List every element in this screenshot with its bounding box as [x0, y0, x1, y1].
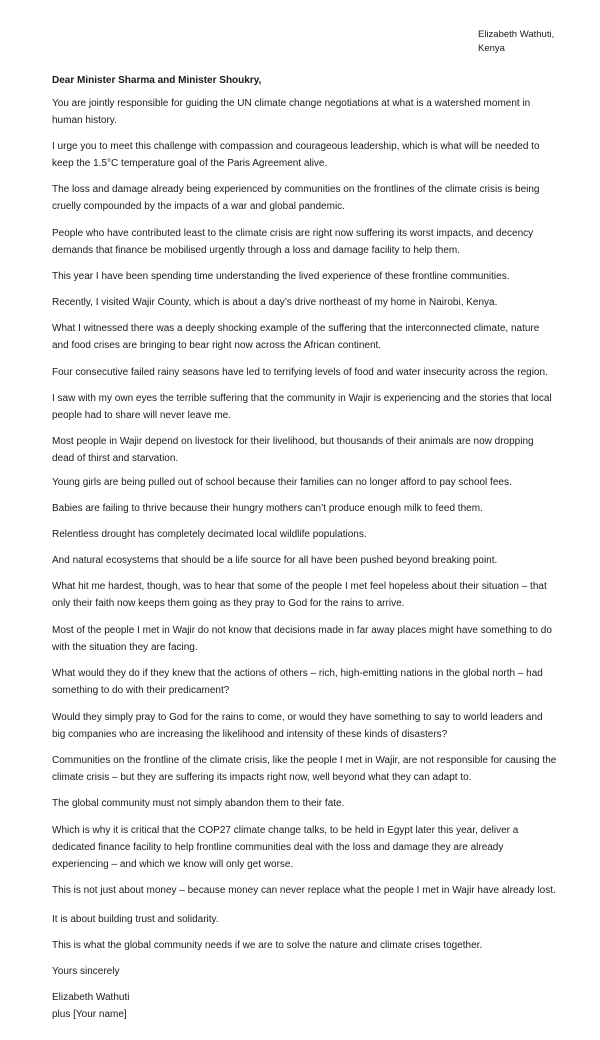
letter-paragraph — [52, 552, 552, 569]
paragraph-line: and food crises are bringing to bear right now across the African continent. — [52, 340, 382, 351]
paragraph-line: Most people in Wajir depend on livestock for their livelihood, but thousands of their animals are now dropping — [52, 436, 534, 447]
paragraph-line: climate crisis – but they are suffering its impacts right now, well beyond what they can adapt to. — [52, 772, 472, 783]
letter-paragraph — [52, 882, 556, 899]
paragraph-line: I urge you to meet this challenge with compassion and courageous leadership, which is what will be needed to — [52, 141, 540, 152]
signature-placeholder: plus [Your name] — [52, 1009, 127, 1020]
letter-paragraph — [52, 474, 552, 491]
paragraph-line: Which is why it is critical that the COP27 climate change talks, to be held in Egypt later this year, deliver a — [52, 825, 519, 836]
paragraph-line: something to do with their predicament? — [52, 685, 230, 696]
paragraph-line: dedicated finance facility to help frontline communities deal with the loss and damage they are already — [52, 842, 504, 853]
letter-paragraph — [52, 578, 552, 612]
paragraph-line: Communities on the frontline of the climate crisis, like the people I met in Wajir, are not responsible for causing the — [52, 755, 557, 766]
paragraph-line: And natural ecosystems that should be a life source for all have been pushed beyond breaking point. — [52, 555, 498, 566]
letter-paragraph — [52, 709, 552, 743]
paragraph-line: cruelly compounded by the impacts of a war and global pandemic. — [52, 201, 345, 212]
paragraph-line: Babies are failing to thrive because their hungry mothers can’t produce enough milk to feed them. — [52, 503, 483, 514]
paragraph-line: The global community must not simply abandon them to their fate. — [52, 798, 345, 809]
paragraph-line: What hit me hardest, though, was to hear that some of the people I met feel hopeless about their situation – that — [52, 581, 547, 592]
letter-paragraph — [52, 526, 552, 543]
letter-paragraph — [52, 622, 552, 656]
paragraph-line: What I witnessed there was a deeply shocking example of the suffering that the interconnected climate, nature — [52, 323, 540, 334]
letter-paragraph — [52, 138, 552, 172]
paragraph-line: This is not just about money – because money can never replace what the people I met in Wajir have already lost. — [52, 885, 556, 896]
paragraph-line: big companies who are increasing the likelihood and intensity of these kinds of disasters? — [52, 729, 448, 740]
paragraph-line: Young girls are being pulled out of school because their families can no longer afford to pay school fees. — [52, 477, 512, 488]
letter-paragraph — [52, 752, 557, 786]
paragraph-line: Most of the people I met in Wajir do not know that decisions made in far away places might have something to do — [52, 625, 552, 636]
paragraph-line: people had to share will never leave me. — [52, 410, 231, 421]
letter-paragraph — [52, 320, 552, 354]
letter-paragraph — [52, 822, 552, 873]
letter-paragraph — [52, 181, 552, 215]
letter-paragraph — [52, 911, 552, 928]
sender-country: Kenya — [478, 42, 505, 54]
paragraph-line: dead of thirst and starvation. — [52, 453, 179, 464]
letter-paragraph — [52, 225, 552, 259]
paragraph-line: demands that finance be mobilised urgently through a loss and damage facility to help them. — [52, 245, 461, 256]
paragraph-line: Would they simply pray to God for the rains to come, or would they have something to say to world leaders and — [52, 712, 543, 723]
paragraph-line: experiencing – and which we know will only get worse. — [52, 859, 294, 870]
paragraph-line: This year I have been spending time understanding the lived experience of these frontline communities. — [52, 271, 510, 282]
letter-paragraph — [52, 268, 552, 285]
paragraph-line: You are jointly responsible for guiding the UN climate change negotiations at what is a watershed moment in — [52, 98, 531, 109]
signature-name: Elizabeth Wathuti — [52, 992, 130, 1003]
paragraph-line: human history. — [52, 115, 117, 126]
paragraph-line: It is about building trust and solidarity. — [52, 914, 219, 925]
paragraph-line: with the situation they are facing. — [52, 642, 198, 653]
letter-paragraph — [52, 795, 552, 812]
paragraph-line: only their faith now keeps them going as they pray to God for the rains to arrive. — [52, 598, 405, 609]
letter-paragraph — [52, 390, 552, 424]
paragraph-line: Relentless drought has completely decimated local wildlife populations. — [52, 529, 367, 540]
letter-paragraph — [52, 433, 552, 467]
letter-paragraph — [52, 937, 552, 954]
paragraph-line: The loss and damage already being experienced by communities on the frontlines of the climate crisis is being — [52, 184, 540, 195]
paragraph-line: keep the 1.5°C temperature goal of the Paris Agreement alive. — [52, 158, 328, 169]
letter-greeting: Dear Minister Sharma and Minister Shoukry, — [52, 75, 262, 86]
letter-closing — [52, 963, 552, 980]
paragraph-line: Yours sincerely — [52, 966, 120, 977]
letter-paragraph — [52, 500, 552, 517]
paragraph-line: This is what the global community needs if we are to solve the nature and climate crises together. — [52, 940, 483, 951]
paragraph-line: I saw with my own eyes the terrible suffering that the community in Wajir is experiencing and the stories that local — [52, 393, 552, 404]
paragraph-line: People who have contributed least to the climate crisis are right now suffering its worst impacts, and decency — [52, 228, 534, 239]
paragraph-line: What would they do if they knew that the actions of others – rich, high-emitting nations in the global north – had — [52, 668, 543, 679]
letter-paragraph — [52, 95, 552, 129]
paragraph-line: Recently, I visited Wajir County, which is about a day’s drive northeast of my home in Nairobi, Kenya. — [52, 297, 498, 308]
signature-block — [52, 989, 552, 1023]
letter-paragraph — [52, 665, 552, 699]
sender-name: Elizabeth Wathuti, — [478, 29, 555, 40]
letter-paragraph — [52, 364, 552, 381]
letter-paragraph — [52, 294, 552, 311]
paragraph-line: Four consecutive failed rainy seasons have led to terrifying levels of food and water insecurity across the region. — [52, 367, 548, 378]
sender-address — [478, 28, 554, 55]
